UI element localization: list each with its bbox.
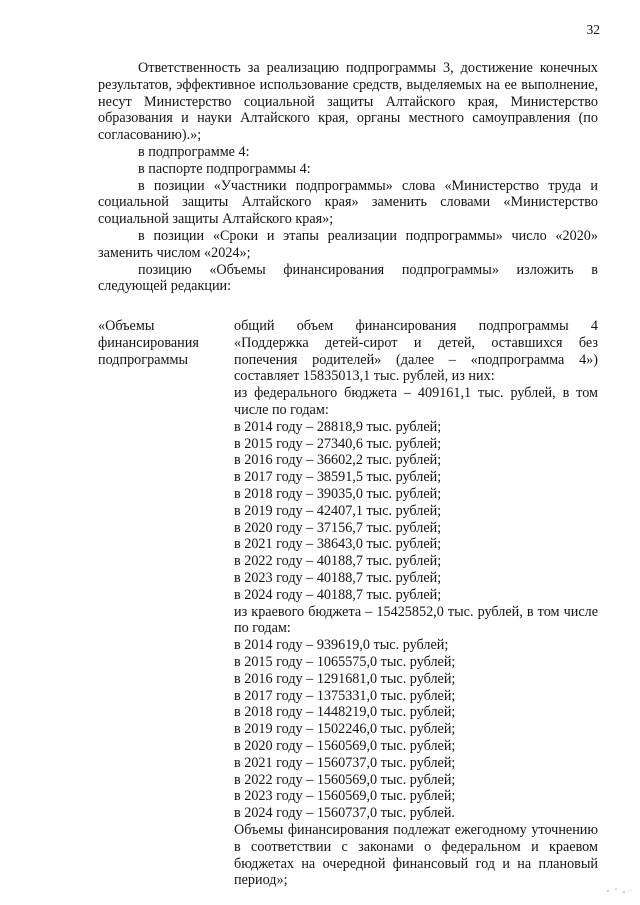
paragraph-terms: в позиции «Сроки и этапы реализации подпрограммы» число «2020» заменить числом «2024»; — [98, 227, 598, 261]
regional-year-line: в 2019 году – 1502246,0 тыс. рублей; — [234, 721, 456, 738]
funding-content — [234, 318, 598, 889]
regional-year-line: в 2014 году – 939619,0 тыс. рублей; — [234, 637, 449, 654]
federal-budget-heading: из федерального бюджета – 409161,1 тыс. рублей, в том числе по годам: — [234, 385, 598, 418]
federal-year-line: в 2015 году – 27340,6 тыс. рублей; — [234, 435, 442, 452]
federal-year-line: в 2018 году – 39035,0 тыс. рублей; — [234, 485, 442, 502]
paragraph-funding-intro: позицию «Объемы финансирования подпрограммы» изложить в следующей редакции: — [98, 261, 598, 295]
regional-budget-heading: из краевого бюджета – 15425852,0 тыс. рублей, в том числе по годам: — [234, 603, 598, 637]
federal-year-line: в 2024 году – 40188,7 тыс. рублей; — [234, 586, 442, 603]
federal-year-line: в 2021 году – 38643,0 тыс. рублей; — [234, 536, 442, 553]
regional-year-line: в 2017 году – 1375331,0 тыс. рублей; — [234, 687, 456, 704]
regional-year-line: в 2022 году – 1560569,0 тыс. рублей; — [234, 771, 456, 788]
regional-year-line: в 2015 году – 1065575,0 тыс. рублей; — [234, 653, 456, 670]
federal-year-line: в 2023 году – 40188,7 тыс. рублей; — [234, 569, 442, 586]
page-number: 32 — [586, 22, 600, 37]
federal-year-line: в 2017 году – 38591,5 тыс. рублей; — [234, 469, 442, 486]
regional-year-line: в 2024 году – 1560737,0 тыс. рублей. — [234, 805, 455, 822]
paragraph-participants: в позиции «Участники подпрограммы» слова «Министерство труда и социальной защиты Алтайского края» заменить словами «Министерство социальной защиты Алтайского края»; — [98, 177, 598, 228]
regional-year-line: в 2020 году – 1560569,0 тыс. рублей; — [234, 737, 456, 754]
paragraph-responsibility: Ответственность за реализацию подпрограммы 3, достижение конечных результатов, эффективное использование средств, выделяемых на ее выполнение, несут Министерство социальной защиты Алтайского края, Министерство образования и науки Алтайского края, органы местного самоуправления (по согласованию).»; — [98, 60, 598, 144]
regional-year-line: в 2023 году – 1560569,0 тыс. рублей; — [234, 788, 456, 805]
federal-year-line: в 2014 году – 28818,9 тыс. рублей; — [234, 418, 442, 435]
regional-year-line: в 2016 году – 1291681,0 тыс. рублей; — [234, 670, 456, 687]
federal-year-line: в 2019 году – 42407,1 тыс. рублей; — [234, 502, 442, 519]
funding-intro: общий объем финансирования подпрограммы 4 «Поддержка детей-сирот и детей, оставшихся без попечения родителей» (далее – «подпрограмма 4») составляет 15835013,1 тыс. рублей, из них: — [234, 318, 598, 385]
document-body — [98, 60, 598, 295]
scan-artifact-mark — [604, 885, 634, 895]
paragraph-subprogram-4: в подпрограмме 4: — [138, 143, 250, 160]
regional-year-line: в 2018 году – 1448219,0 тыс. рублей; — [234, 704, 456, 721]
funding-label: «Объемы финансирования подпрограммы — [98, 318, 199, 368]
paragraph-passport: в паспорте подпрограммы 4: — [138, 160, 311, 177]
regional-year-line: в 2021 году – 1560737,0 тыс. рублей; — [234, 754, 456, 771]
federal-year-line: в 2016 году – 36602,2 тыс. рублей; — [234, 452, 442, 469]
federal-year-line: в 2020 году – 37156,7 тыс. рублей; — [234, 519, 442, 536]
federal-year-line: в 2022 году – 40188,7 тыс. рублей; — [234, 553, 442, 570]
funding-closing: Объемы финансирования подлежат ежегодному уточнению в соответствии с законами о федеральном и краевом бюджетах на очередной финансовый год и на плановый период»; — [234, 821, 598, 889]
